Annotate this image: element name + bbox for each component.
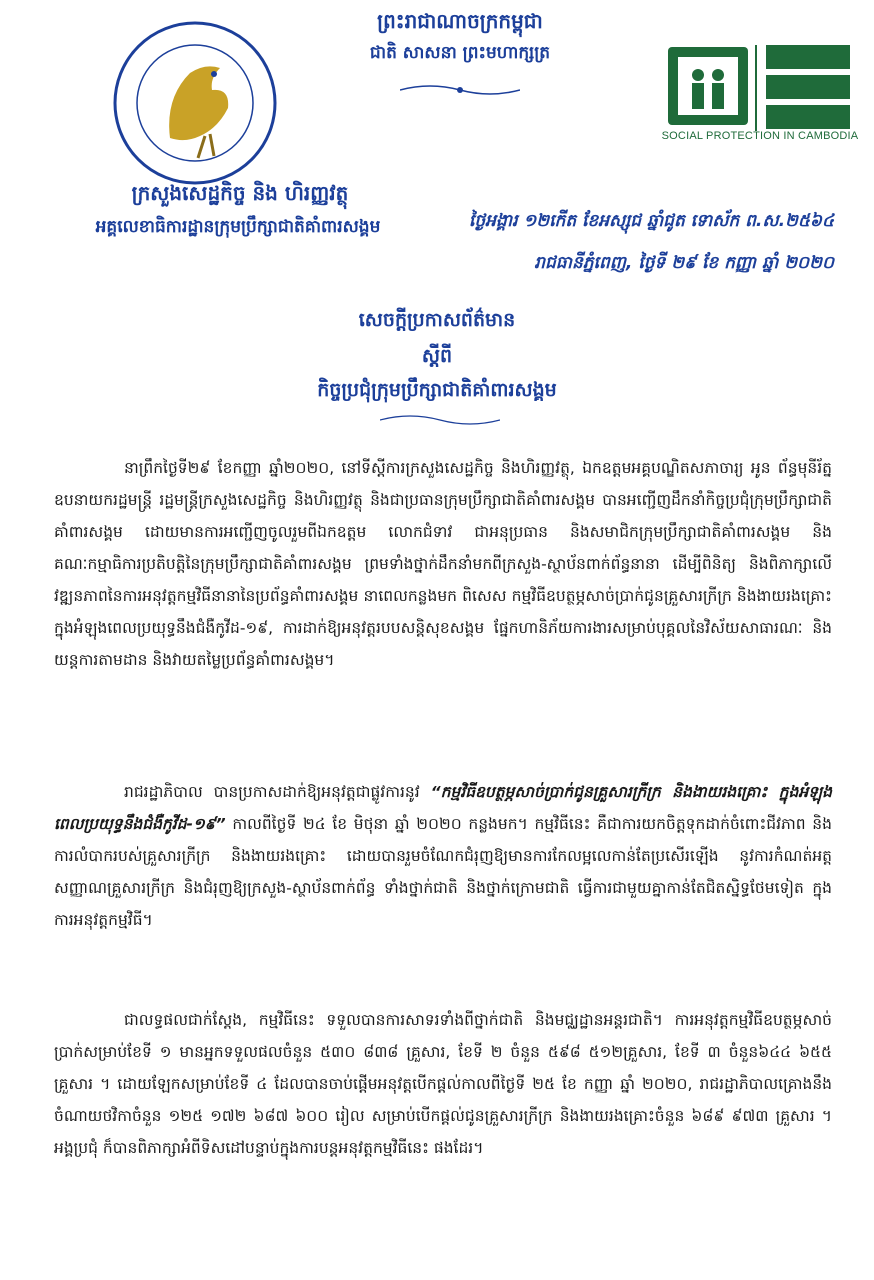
lunar-date: ថ្ងៃអង្គារ ១២កើត ខែអស្សុជ ឆ្នាំជូត ទោស័ក ព.ស.២៥៦៤	[468, 211, 834, 231]
document-title: សេចក្តីប្រកាសព័ត៌មាន	[358, 309, 516, 331]
program-name: “កម្មវិធីឧបត្ថម្ភសាច់ប្រាក់ជូនគ្រួសារក្រីក្រ និងងាយរងគ្រោះ ក្នុងអំឡុងពេលប្រយុទ្ធនឹងជំងឺកូវីដ-១៩”	[54, 783, 832, 833]
document-title-about: ស្តីពី	[421, 345, 453, 367]
kingdom-heading: ព្រះរាជាណាចក្រកម្ពុជា	[377, 9, 543, 33]
paragraph-2-intro: រាជរដ្ឋាភិបាល បានប្រកាសដាក់ឱ្យអនុវត្តជាផ្លូវការនូវ	[124, 783, 431, 801]
ministry-name: ក្រសួងសេដ្ឋកិច្ច និង ហិរញ្ញវត្ថុ	[131, 181, 349, 205]
document-subject: កិច្ចប្រជុំក្រុមប្រឹក្សាជាតិគាំពារសង្គម	[317, 379, 557, 401]
paragraph-2	[54, 776, 832, 936]
national-motto: ជាតិ សាសនា ព្រះមហាក្សត្រ	[369, 43, 551, 63]
paragraph-2-rest: កាលពីថ្ងៃទី ២៤ ខែ មិថុនា ឆ្នាំ ២០២០ កន្លងមក។ កម្មវិធីនេះ គឺជាការយកចិត្តទុកដាក់ចំពោះជីវភាព និងការលំបាករបស់គ្រួសារក្រីក្រ និងងាយរងគ្រោះ ដោយបានរួមចំណែកជំរុញឱ្យមានការកែលម្អលេកាន់តែប្រសើរឡើង នូវការកំណត់អត្តសញ្ញាណគ្រួសារក្រីក្រ និងជំរុញឱ្យក្រសួង-ស្ថាប័នពាក់ព័ន្ធ ទាំងថ្នាក់ជាតិ និងថ្នាក់ក្រោមជាតិ ធ្វើការជាមួយគ្នាកាន់តែជិតស្និទ្ធថែមទៀត ក្នុងការអនុវត្តកម្មវិធី។	[54, 815, 832, 929]
title-ornament	[380, 410, 500, 430]
ministry-subtitle: អគ្គលេខាធិការដ្ឋានក្រុមប្រឹក្សាជាតិគាំពារសង្គម	[95, 217, 381, 237]
paragraph-3: ជាលទ្ធផលជាក់ស្តែង, កម្មវិធីនេះ ទទួលបានការសាទរទាំងពីថ្នាក់ជាតិ និងមជ្ឈដ្ឋានអន្តរជាតិ។ ការអនុវត្តកម្មវិធីឧបត្ថម្ភសាច់ប្រាក់សម្រាប់ខែទី ១ មានអ្នកទទួលផលចំនួន ៥៣០ ៨៣៨ គ្រួសារ, ខែទី ២ ចំនួន ៥៩៨ ៥១២គ្រួសារ, ខែទី ៣ ចំនួន៦៤៤ ៦៥៥ គ្រួសារ ។ ដោយឡែកសម្រាប់ខែទី ៤ ដែលបានចាប់ផ្តើមអនុវត្តបើកផ្តល់កាលពីថ្ងៃទី ២៥ ខែ កញ្ញា ឆ្នាំ ២០២០, រាជរដ្ឋាភិបាលគ្រោងនឹងចំណាយថវិកាចំនួន ១២៥ ១៧២ ៦៨៧ ៦០០ រៀល សម្រាប់បើកផ្តល់ជូនគ្រួសារក្រីក្រ និងងាយរងគ្រោះចំនួន ៦៨៩ ៩៧៣ គ្រួសារ ។ អង្គប្រជុំ ក៏បានពិភាក្សាអំពីទិសដៅបន្ទាប់ក្នុងការបន្តអនុវត្តកម្មវិធីនេះ ផងដែរ។	[54, 1011, 832, 1157]
solar-date: រាជធានីភ្នំពេញ, ថ្ងៃទី ២៩ ខែ កញ្ញា ឆ្នាំ ២០២០	[534, 253, 834, 273]
ornament-divider	[400, 80, 520, 100]
social-protection-caption: SOCIAL PROTECTION IN CAMBODIA	[661, 130, 859, 142]
ministry-logo	[110, 18, 280, 188]
paragraph-1: នាព្រឹកថ្ងៃទី២៩ ខែកញ្ញា ឆ្នាំ២០២០, នៅទីស្តីការក្រសួងសេដ្ឋកិច្ច និងហិរញ្ញវត្ថុ, ឯកឧត្តមអគ្គបណ្ឌិតសភាចារ្យ អូន ព័ន្ធមុនីរ័ត្ន ឧបនាយករដ្ឋមន្ត្រី រដ្ឋមន្ត្រីក្រសួងសេដ្ឋកិច្ច និងហិរញ្ញវត្ថុ និងជាប្រធានក្រុមប្រឹក្សាជាតិគាំពារសង្គម បានអញ្ជើញដឹកនាំកិច្ចប្រជុំក្រុមប្រឹក្សាជាតិគាំពារសង្គម ដោយមានការអញ្ជើញចូលរួមពីឯកឧត្តម លោកជំទាវ ជាអនុប្រធាន និងសមាជិកក្រុមប្រឹក្សាជាតិគាំពារសង្គម និងគណៈកម្មាធិការប្រតិបត្តិនៃក្រុមប្រឹក្សាជាតិគាំពារសង្គម ព្រមទាំងថ្នាក់ដឹកនាំមកពីក្រសួង-ស្ថាប័នពាក់ព័ន្ធនានា ដើម្បីពិនិត្យ និងពិភាក្សាលើវឌ្ឍនភាពនៃការអនុវត្តកម្មវិធីនានានៃប្រព័ន្ធគាំពារសង្គម នាពេលកន្លងមក ពិសេស កម្មវិធីឧបត្ថម្ភសាច់ប្រាក់ជូនគ្រួសារក្រីក្រ និងងាយរងគ្រោះ ក្នុងអំឡុងពេលប្រយុទ្ធនឹងជំងឺកូវីដ-១៩, ការដាក់ឱ្យអនុវត្តរបបសន្តិសុខសង្គម ផ្នែកហានិភ័យការងារសម្រាប់បុគ្គលនៃវិស័យសាធារណៈ និងយន្តការតាមដាន និងវាយតម្លៃប្រព័ន្ធគាំពារសង្គម។	[54, 459, 832, 669]
